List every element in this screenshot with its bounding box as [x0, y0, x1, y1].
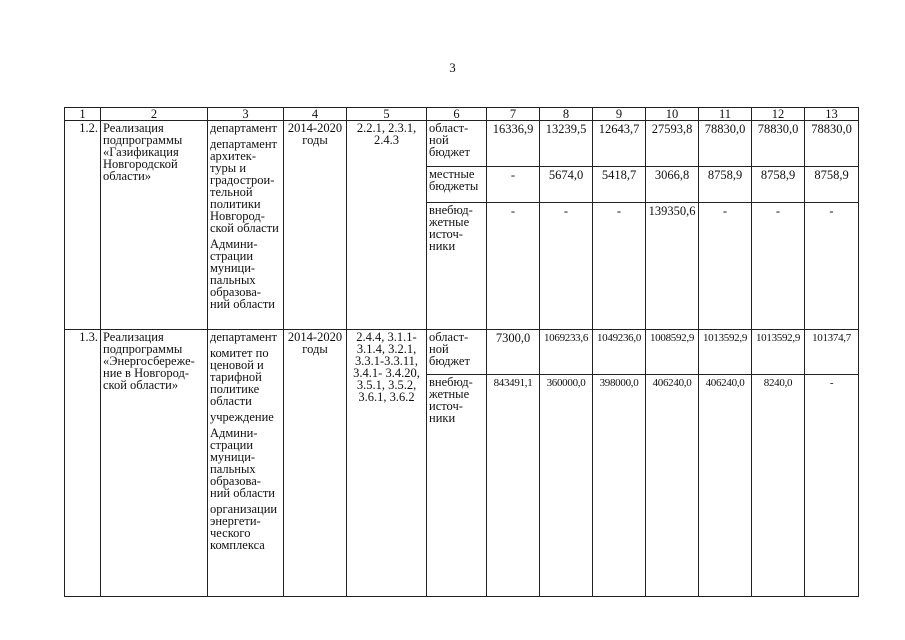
- header-cell: 4: [284, 108, 347, 121]
- value-cell: 101374,7: [805, 330, 859, 375]
- item-name: Реализация подпрограммы «Энергосбереже-ние в Новгород-ской области»: [101, 330, 208, 597]
- value-cell: -: [752, 203, 805, 330]
- responsible-entry: Админи-страции муници-пальных образова-ний области: [210, 237, 275, 311]
- value-cell: 78830,0: [699, 121, 752, 167]
- value-cell: -: [487, 167, 540, 203]
- period-cell: 2014-2020 годы: [284, 330, 347, 597]
- responsible-cell: [208, 330, 284, 597]
- funding-source: област-ной бюджет: [427, 330, 487, 375]
- item-name: Реализация подпрограммы «Газификация Новгородской области»: [101, 121, 208, 330]
- header-cell: 8: [540, 108, 593, 121]
- header-cell: 11: [699, 108, 752, 121]
- value-cell: 1049236,0: [593, 330, 646, 375]
- value-cell: 16336,9: [487, 121, 540, 167]
- value-cell: -: [805, 203, 859, 330]
- funding-source: местные бюджеты: [427, 167, 487, 203]
- value-cell: 360000,0: [540, 375, 593, 597]
- page-number: 3: [449, 60, 456, 75]
- responsible-entry: департамент: [210, 121, 278, 135]
- value-cell: -: [805, 375, 859, 597]
- header-cell: 9: [593, 108, 646, 121]
- targets-cell: 2.2.1, 2.3.1, 2.4.3: [347, 121, 427, 330]
- table-row: [65, 121, 859, 167]
- item-number: 1.3.: [65, 330, 101, 597]
- value-cell: 27593,8: [646, 121, 699, 167]
- header-row: [65, 108, 859, 121]
- header-cell: 7: [487, 108, 540, 121]
- header-cell: 12: [752, 108, 805, 121]
- item-number: 1.2.: [65, 121, 101, 330]
- value-cell: 8758,9: [805, 167, 859, 203]
- value-cell: 8240,0: [752, 375, 805, 597]
- header-cell: 10: [646, 108, 699, 121]
- responsible-entry: департамент: [210, 330, 278, 344]
- value-cell: 7300,0: [487, 330, 540, 375]
- value-cell: -: [540, 203, 593, 330]
- value-cell: 5418,7: [593, 167, 646, 203]
- period-cell: 2014-2020 годы: [284, 121, 347, 330]
- header-cell: 1: [65, 108, 101, 121]
- header-cell: 3: [208, 108, 284, 121]
- funding-source: област-ной бюджет: [427, 121, 487, 167]
- value-cell: 1069233,6: [540, 330, 593, 375]
- value-cell: 8758,9: [699, 167, 752, 203]
- table-row: [65, 330, 859, 375]
- value-cell: 13239,5: [540, 121, 593, 167]
- funding-source: внебюд-жетные источ-ники: [427, 375, 487, 597]
- value-cell: -: [699, 203, 752, 330]
- value-cell: -: [487, 203, 540, 330]
- value-cell: 12643,7: [593, 121, 646, 167]
- header-cell: 5: [347, 108, 427, 121]
- responsible-entry: Админи-страции муници-пальных образова-ний области: [210, 426, 275, 500]
- responsible-entry: учреждение: [210, 410, 274, 424]
- value-cell: 1008592,9: [646, 330, 699, 375]
- responsible-entry: комитет по ценовой и тарифной политике области: [210, 346, 269, 408]
- header-cell: 2: [101, 108, 208, 121]
- value-cell: -: [593, 203, 646, 330]
- header-cell: 13: [805, 108, 859, 121]
- responsible-cell: [208, 121, 284, 330]
- program-table: [64, 107, 859, 597]
- header-cell: 6: [427, 108, 487, 121]
- value-cell: 8758,9: [752, 167, 805, 203]
- responsible-entry: департамент архитек-туры и градострои-тельной политики Новгород-ской области: [210, 137, 279, 235]
- value-cell: 843491,1: [487, 375, 540, 597]
- targets-cell: 2.4.4, 3.1.1-3.1.4, 3.2.1, 3.3.1-3.3.11, 3.4.1- 3.4.20, 3.5.1, 3.5.2, 3.6.1, 3.6.2: [347, 330, 427, 597]
- value-cell: 78830,0: [752, 121, 805, 167]
- value-cell: 3066,8: [646, 167, 699, 203]
- value-cell: 1013592,9: [752, 330, 805, 375]
- value-cell: 406240,0: [646, 375, 699, 597]
- value-cell: 78830,0: [805, 121, 859, 167]
- value-cell: 398000,0: [593, 375, 646, 597]
- value-cell: 406240,0: [699, 375, 752, 597]
- funding-source: внебюд-жетные источ-ники: [427, 203, 487, 330]
- value-cell: 5674,0: [540, 167, 593, 203]
- value-cell: 1013592,9: [699, 330, 752, 375]
- value-cell: 139350,6: [646, 203, 699, 330]
- responsible-entry: организации энергети-ческого комплекса: [210, 502, 278, 552]
